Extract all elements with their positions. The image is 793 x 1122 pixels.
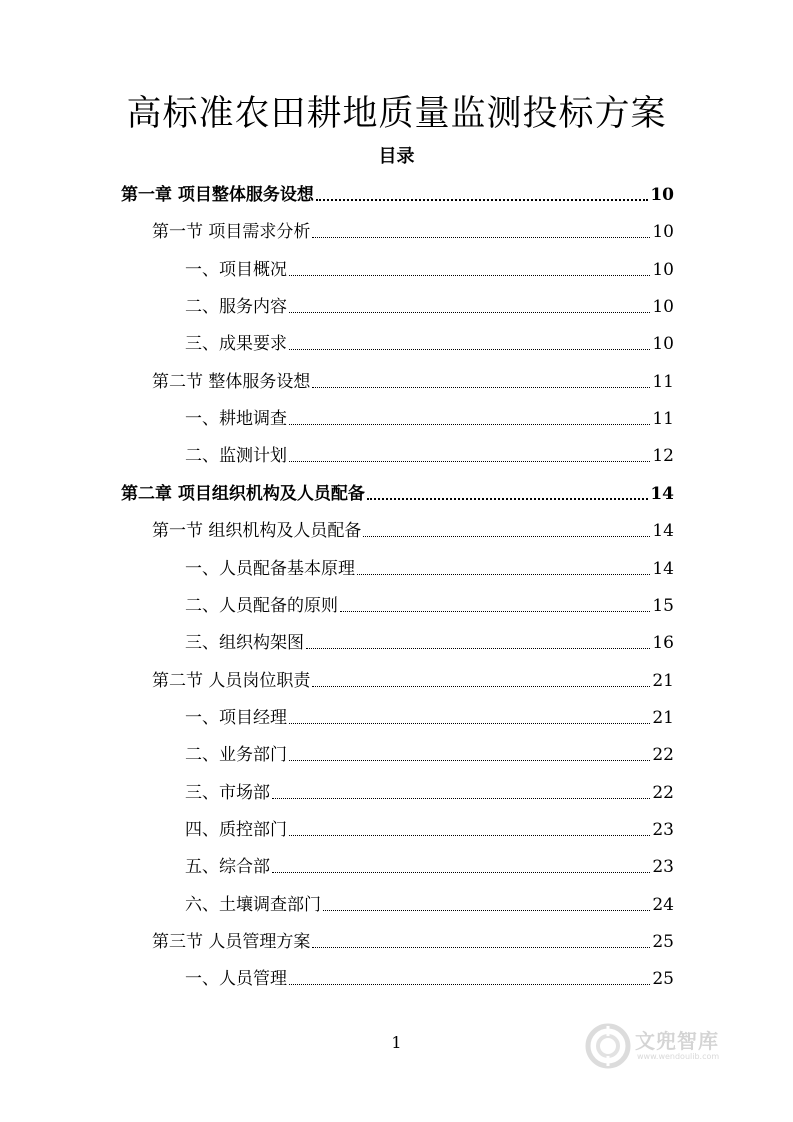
- toc-leader-dots: [289, 984, 650, 985]
- toc-leader-dots: [272, 798, 650, 799]
- toc-leader-dots: [312, 947, 650, 948]
- watermark-url: www.wendoulib.com: [637, 1052, 720, 1061]
- toc-entry-page: 10: [652, 259, 674, 280]
- watermark-logo-icon: [585, 1023, 631, 1069]
- toc-entry-label: 二、监测计划: [185, 446, 287, 467]
- toc-leader-dots: [306, 648, 650, 649]
- toc-entry-page: 10: [652, 334, 674, 355]
- toc-entry-page: 22: [652, 782, 674, 803]
- toc-entry-label: 二、人员配备的原则: [185, 595, 338, 616]
- toc-leader-dots: [272, 872, 650, 873]
- toc-entry-label: 二、服务内容: [185, 297, 287, 318]
- toc-leader-dots: [289, 723, 650, 724]
- toc-entry[interactable]: [185, 890, 674, 916]
- toc-entry-label: 一、耕地调查: [185, 409, 287, 430]
- toc-leader-dots: [312, 686, 650, 687]
- toc-entry-page: 22: [652, 745, 674, 766]
- toc-leader-dots: [340, 611, 650, 612]
- toc-entry[interactable]: [121, 180, 674, 206]
- toc-entry-label: 一、人员管理: [185, 969, 287, 990]
- toc-entry[interactable]: [185, 703, 674, 729]
- toc-entry[interactable]: [185, 292, 674, 318]
- toc-entry-page: 10: [652, 297, 674, 318]
- toc-entry-page: 23: [652, 820, 674, 840]
- toc-entry[interactable]: [152, 367, 674, 393]
- toc-leader-dots: [357, 574, 650, 575]
- toc-entry-page: 21: [652, 670, 674, 691]
- watermark-name: 文兜智库: [635, 1029, 719, 1053]
- toc-entry-page: 25: [652, 932, 674, 952]
- toc-entry-label: 一、项目概况: [185, 259, 287, 280]
- toc-leader-dots: [363, 536, 650, 537]
- toc-entry[interactable]: [185, 441, 674, 467]
- toc-leader-dots: [289, 312, 650, 313]
- toc-entry-page: 10: [650, 185, 674, 205]
- toc-leader-dots: [323, 910, 650, 911]
- toc-entry-label: 五、综合部: [185, 857, 270, 878]
- toc-entry[interactable]: [185, 404, 674, 430]
- toc-entry-label: 三、市场部: [185, 782, 270, 803]
- toc-leader-dots: [316, 199, 648, 201]
- toc-entry-page: 12: [652, 446, 674, 467]
- toc-entry[interactable]: [185, 815, 674, 841]
- toc-entry-page: 10: [652, 222, 674, 243]
- watermark: [585, 1016, 755, 1076]
- toc-leader-dots: [367, 498, 648, 500]
- page-number: 1: [391, 1033, 402, 1052]
- toc-entry-label: 六、土壤调查部门: [185, 894, 321, 915]
- toc-leader-dots: [289, 835, 650, 836]
- toc-entry-label: 一、项目经理: [185, 707, 287, 728]
- toc-entry-label: 三、成果要求: [185, 334, 287, 355]
- toc-leader-dots: [289, 760, 650, 761]
- toc-heading: 目录: [378, 146, 415, 167]
- toc-entry-page: 25: [652, 969, 674, 990]
- toc-entry-label: 第一章 项目整体服务设想: [121, 185, 314, 205]
- toc-entry[interactable]: [152, 217, 674, 243]
- toc-entry[interactable]: [185, 778, 674, 804]
- toc-leader-dots: [312, 237, 650, 238]
- toc-entry-page: 11: [652, 371, 674, 392]
- toc-entry[interactable]: [121, 479, 674, 505]
- toc-entry[interactable]: [185, 591, 674, 617]
- toc-entry[interactable]: [185, 255, 674, 281]
- toc-entry[interactable]: [152, 927, 674, 953]
- toc-entry[interactable]: [185, 740, 674, 766]
- toc-entry-page: 23: [652, 857, 674, 878]
- toc-entry-page: 11: [652, 409, 674, 430]
- toc-leader-dots: [312, 387, 650, 388]
- toc-leader-dots: [289, 461, 650, 462]
- toc-entry[interactable]: [185, 554, 674, 580]
- toc-entry-label: 一、人员配备基本原理: [185, 558, 355, 579]
- toc-entry-page: 14: [652, 558, 674, 579]
- toc-leader-dots: [289, 349, 650, 350]
- toc-entry-page: 15: [652, 595, 674, 616]
- toc-entry-label: 四、质控部门: [185, 820, 287, 840]
- toc-entry[interactable]: [152, 516, 674, 542]
- toc-entry[interactable]: [185, 964, 674, 990]
- toc-entry-label: 第二节 整体服务设想: [152, 371, 311, 392]
- toc-entry-label: 三、组织构架图: [185, 633, 304, 654]
- toc-entry-page: 14: [652, 521, 674, 542]
- toc-entry-label: 第一节 组织机构及人员配备: [152, 521, 362, 542]
- document-title: 高标准农田耕地质量监测投标方案: [126, 94, 667, 134]
- toc-entry-page: 16: [652, 633, 674, 654]
- toc-leader-dots: [289, 424, 650, 425]
- toc-entry-label: 第一节 项目需求分析: [152, 222, 311, 243]
- toc-entry-page: 14: [650, 483, 674, 504]
- toc-entry-label: 第二章 项目组织机构及人员配备: [121, 483, 365, 504]
- toc-entry[interactable]: [152, 666, 674, 692]
- toc-entry-label: 二、业务部门: [185, 745, 287, 766]
- toc-entry-page: 24: [652, 894, 674, 915]
- toc-leader-dots: [289, 275, 650, 276]
- toc-entry-page: 21: [652, 707, 674, 728]
- toc-entry[interactable]: [185, 852, 674, 878]
- toc-entry[interactable]: [185, 628, 674, 654]
- toc-entry[interactable]: [185, 329, 674, 355]
- toc-entry-label: 第三节 人员管理方案: [152, 932, 311, 952]
- toc-entry-label: 第二节 人员岗位职责: [152, 670, 311, 691]
